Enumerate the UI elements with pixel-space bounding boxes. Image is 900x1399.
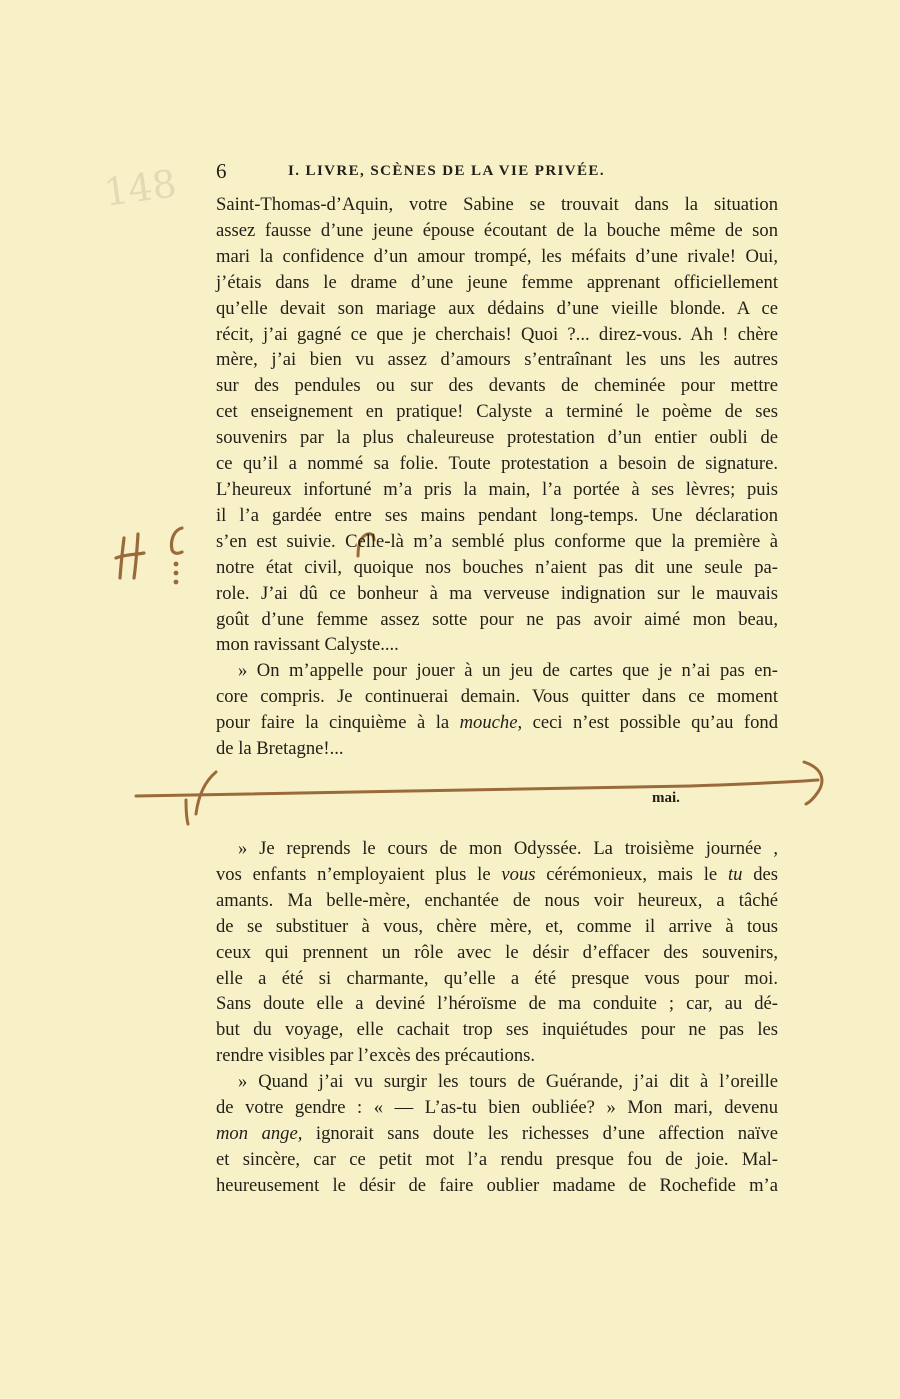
text-line: Sans doute elle a deviné l’héroïsme de ma conduite ; car, au dé-: [216, 993, 778, 1015]
top-text-block: [216, 192, 778, 762]
paragraph-4: [216, 1069, 778, 1199]
text-line: core compris. Je continuerai demain. Vous quitter dans ce moment: [216, 686, 778, 708]
handwritten-section-rule: [130, 758, 830, 832]
page-number: 6: [216, 159, 227, 183]
page-header: [216, 159, 778, 189]
text-segment: des: [742, 863, 779, 885]
text-line: rendre visibles par l’excès des précautions.: [216, 1045, 536, 1067]
italic-word: mon ange,: [216, 1122, 303, 1144]
text-line: elle a été si charmante, qu’elle a été presque vous pour moi.: [216, 967, 778, 989]
text-line: [216, 710, 778, 736]
text-line: [216, 1121, 778, 1147]
running-head: I. LIVRE, SCÈNES DE LA VIE PRIVÉE.: [288, 163, 605, 179]
text-line: cet enseignement en pratique! Calyste a terminé le poème de ses: [216, 401, 778, 423]
text-line: de votre gendre : « — L’as-tu bien oubliée? » Mon mari, devenu: [216, 1097, 778, 1119]
text-line: ce qu’il a nommé sa folie. Toute protestation a besoin de signature.: [216, 453, 778, 475]
text-line: » Quand j’ai vu surgir les tours de Guérande, j’ai dit à l’oreille: [238, 1071, 778, 1093]
text-segment: cérémonieux, mais le: [535, 863, 728, 885]
text-segment: vos enfants n’employaient plus le: [216, 863, 502, 885]
italic-word: vous: [501, 863, 536, 885]
text-line: » Je reprends le cours de mon Odyssée. La troisième journée ,: [238, 838, 778, 859]
text-line: L’heureux infortuné m’a pris la main, l’a portée à ses lèvres; puis: [216, 478, 778, 500]
pencil-margin-note: 148: [101, 161, 180, 215]
text-line: souvenirs par la plus chaleureuse protestation d’un entier oubli de: [216, 427, 778, 449]
text-line: mari la confidence d’un amour trompé, les méfaits d’une rivale! Oui,: [216, 245, 778, 267]
text-line: mon ravissant Calyste....: [216, 634, 399, 656]
text-line: [216, 862, 778, 888]
text-line: de la Bretagne!...: [216, 738, 344, 760]
text-segment: , ceci n’est possible qu’au fond: [517, 712, 778, 734]
text-line: Saint-Thomas-d’Aquin, votre Sabine se trouvait dans la situation: [216, 194, 778, 215]
text-line: but du voyage, elle cachait trop ses inquiétudes pour ne pas les: [216, 1019, 778, 1041]
text-line: role. J’ai dû ce bonheur à ma verveuse indignation sur le mauvais: [216, 582, 778, 604]
text-line: mère, j’ai bien vu assez d’amours s’entraînant les uns les autres: [216, 349, 778, 371]
text-line: s’en est suivie. Celle-là m’a semblé plus conforme que la première à: [216, 530, 778, 552]
text-segment: ignorait sans doute les richesses d’une affection naïve: [302, 1122, 778, 1144]
text-line: il l’a gardée entre ses mains pendant long-temps. Une déclaration: [216, 504, 778, 526]
text-line: récit, j’ai gagné ce que je cherchais! Quoi ?... direz-vous. Ah ! chère: [216, 323, 778, 345]
text-line: sur des pendules ou sur des devants de cheminée pour mettre: [216, 375, 778, 397]
text-line: assez fausse d’une jeune épouse écoutant de la bouche même de son: [216, 219, 778, 241]
text-line: ceux qui prennent un rôle avec le désir d’effacer des souvenirs,: [216, 941, 778, 963]
text-line: goût d’une femme assez sotte pour ne pas avoir aimé mon beau,: [216, 608, 778, 630]
text-line: heureusement le désir de faire oublier madame de Rochefide m’a: [216, 1174, 778, 1196]
paragraph-1: [216, 192, 778, 658]
italic-word: tu: [727, 863, 743, 885]
text-line: » On m’appelle pour jouer à un jeu de cartes que je n’ai pas en-: [238, 660, 778, 682]
text-line: amants. Ma belle-mère, enchantée de nous voir heureux, a tâché: [216, 889, 778, 911]
text-line: j’étais dans le drame d’une jeune femme apprenant officiellement: [216, 271, 778, 293]
date-label: mai.: [652, 790, 680, 806]
text-line: qu’elle devait son mariage aux dédains d’une vieille blonde. A ce: [216, 297, 778, 319]
bottom-text-block: [216, 836, 778, 1199]
handwritten-hc-annotation: [112, 520, 192, 590]
italic-word: mouche: [459, 712, 518, 734]
text-line: et sincère, car ce petit mot l’a rendu presque fou de joie. Mal-: [216, 1148, 778, 1170]
paragraph-3: [216, 836, 778, 1069]
text-line: de se substituer à vous, chère mère, et, comme il arrive à tous: [216, 915, 778, 937]
paragraph-2: [216, 658, 778, 762]
text-line: notre état civil, quoique nos bouches n’aient pas dit une seule pa-: [216, 556, 778, 578]
text-segment: pour faire la cinquième à la: [216, 712, 460, 734]
